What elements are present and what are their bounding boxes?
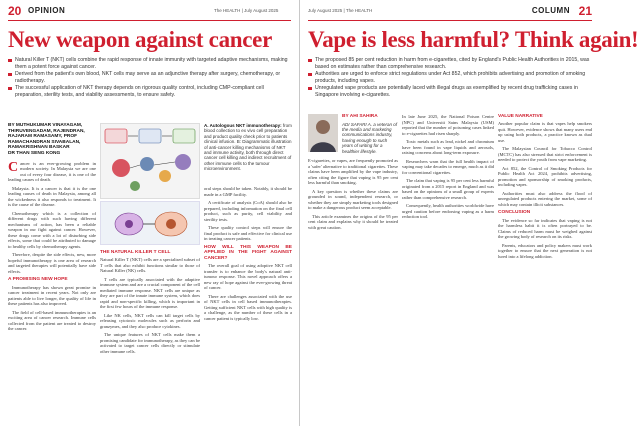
paragraph: Natural Killer T (NKT) cells are a specialised subset of T cells that also exhibit functions similar to those of Natural Killer (NK) cells. (100, 257, 200, 273)
paragraph: Like NK cells, NKT cells can kill target cells by releasing cytotoxic molecules such as perforin and granzymes, and they also produce cytokines. (100, 312, 200, 329)
author-photo (308, 114, 338, 152)
paragraph: Parents, educators and policy makers must work together to ensure that the next generation is not lured into a lifelong addiction. (498, 242, 592, 259)
masthead-date: July August 2025 | The HEALTH (308, 8, 373, 13)
left-column-1 (8, 123, 96, 423)
column-body (402, 114, 494, 220)
paragraph: Act 852, the Control of Smoking Products for Public Health Act 2024, prohibits advertising, promotion and sponsorship of smoking products, including vapes. (498, 165, 592, 187)
right-column-2 (402, 114, 494, 423)
author-bio: ADI SAFARI A. a veteran of the media and marketing communications industry, having enough to such years of writing for a healthier lifestyle. (342, 121, 398, 154)
byline (8, 123, 96, 157)
paragraph: The overall goal of using adoptive NKT cell transfer is to enhance the body's natural anti-tumour response. This novel approach offers a new ray of hope against the ever-growing threat of cancer. (204, 263, 292, 290)
section-label: OPINION (28, 6, 66, 15)
column-body (498, 121, 592, 259)
column-body (308, 158, 398, 230)
paragraph: The field of cell-based immunotherapies is an exciting area of cancer research. Immune cells collected from the patient are treated to destroy the cancer. (8, 309, 96, 332)
paragraph: E-cigarettes, or vapes, are frequently promoted as a 'safer' alternative to traditional cigarettes. These claims have been amplified by the vape industry, often citing the figure that vaping is 95 per cent less harmful than smoking. (308, 158, 398, 186)
paragraph: Malaysia. It is a cancer is that it is the one leading causes of death in Malaysia, among all the wickedness it also responds to treatment. It is the cause of the disease. (8, 185, 96, 208)
byline-line: RAMACHANDRAN SIVABALAN, (8, 139, 81, 145)
paragraph: The unique features of NKT cells make them a promising candidate for immunotherapy, as they can be activated to target cancer cells directly or stimulate other immune cells. (100, 332, 200, 354)
subhead: VALUE NARRATIVE (498, 114, 543, 119)
paragraph: Toxic metals such as lead, nickel and chromium have been found in vape liquids and aerosols, raising concerns about long-term exposure. (402, 139, 494, 155)
subhead: HOW WILL THIS WEAPON BE APPLIED IN THE FIGHT AGAINST CANCER? (204, 244, 292, 261)
byline-line: RAJARAM RAMASAMY, PROF (8, 134, 78, 140)
paragraph: Consequently, health authorities worldwide have urged caution before endorsing vaping as a harm reduction tool. (402, 203, 494, 219)
page-number: 21 (578, 4, 592, 18)
paragraph: These quality control steps will ensure the final product is safe and effective for clinical use in treating cancer patients. (204, 225, 292, 241)
section-label: COLUMN (531, 6, 570, 15)
caption-body: from blood collection to ex vivo cell preparation and product quality check prior to patients clinical infusion. B: Diagrammatic illustration of anti-cancer killing mechanisms of NKT and immune activity, both through direct cancer cell killing and indirect recruitment of other immune cells to the tumour microenvironment. (204, 123, 292, 172)
subhead: A PROMISING NEW HOPE (8, 277, 68, 283)
author-box (308, 114, 398, 154)
byline: BY AHI SAHIRA (342, 114, 378, 119)
key-point: Derived from the patient's own blood, NKT cells may serve as an adjunctive therapy after surgery, chemotherapy, or radiotherapy. (8, 71, 291, 84)
page-number: 20 (8, 4, 22, 18)
paragraph: Therefore, despite the side effects, new, more hopeful immunotherapy is one area of research and targeted therapies will potentially have side effects. (8, 252, 96, 274)
paragraph: A certificate of analysis (CoA) should also be prepared, including information on the final cell product, such as purity, cell viability and sterility tests. (204, 200, 292, 222)
right-column-3 (498, 114, 592, 423)
subhead: CONCLUSION (498, 210, 531, 215)
paragraph: Authorities must also address the flood of unregulated products entering the market, some of which may contain illicit substances. (498, 190, 592, 207)
article-headline: Vape is less harmful? Think again! (308, 27, 638, 52)
paragraph: A key question is whether these claims are grounded in sound, independent research, or whether they are simply marketing tools designed to make a dangerous product seem acceptable. (308, 188, 398, 211)
right-column-1 (308, 114, 398, 423)
key-point: Unregulated vape products are potentially laced with illegal drugs as exemplified by recent drug trafficking cases in Singapore involving e-cigarettes. (308, 85, 592, 98)
paragraph: Another popular claim is that vapes help smokers quit. However, evidence shows that many users end up using both products, a practice known as dual use. (498, 121, 592, 143)
paragraph: In late June 2025, the National Poison Centre (NPC) and Universiti Sains Malaysia (USM) reported that the number of poisoning cases linked to e-cigarettes had risen sharply. (402, 114, 494, 136)
left-column-2 (100, 247, 200, 423)
left-page (0, 0, 300, 426)
caption-title: A. Autologous NKT immunotherapy: (204, 123, 282, 128)
column-body (100, 257, 200, 354)
diagram-caption (204, 123, 292, 183)
cell-graphic (101, 202, 201, 246)
author-caption (342, 114, 398, 154)
article-body (8, 161, 96, 332)
masthead-date: The HEALTH | July August 2025 (214, 8, 279, 13)
intro-text: ancer is an ever-growing problem in modern society. In Malaysia we are one out of every four disease, it is one of the leading causes of death. (8, 160, 96, 183)
left-column-3 (204, 186, 292, 423)
paragraph: There are challenges associated with the use of NKT cells in cell based immunotherapies. Getting sufficient NKT cells with high quality is a challenge, as the number of these cells in a cancer patient is typically low. (204, 293, 292, 321)
intro-paragraph (8, 161, 96, 183)
paragraph: The evidence so far indicates that vaping is not the harmless habit it is often portrayed to be. Claims of reduced harm must be weighed against the growing body of research on its risks. (498, 217, 592, 239)
right-page (300, 0, 638, 426)
paragraph: The Malaysian Council for Tobacco Control (MCTC) has also stressed that strict enforcement is needed to protect the youth from vape marketing. (498, 146, 592, 162)
paragraph: Chemotherapy which is a collection of different drugs with such having different mechanisms of action, has been a reliable weapon in our fight against cancer. However, these drugs come with a lot of disturbing side effects, some that could be attributed to damage to healthy cells by chemotherapy agents. (8, 210, 96, 249)
column-body (204, 186, 292, 321)
right-folio-bar (308, 3, 592, 21)
byline-line: RAMAKRISHNAN BASKAR (8, 145, 70, 151)
key-point: Natural Killer T (NKT) cells combine the rapid response of innate immunity with targeted adaptive mechanisms, making them a potent force against cancer. (8, 57, 291, 70)
key-point: The successful application of NKT therapy depends on rigorous quality control, including CMP-compliant cell preparation, sterility tests, and viability assessments, to ensure safety. (8, 85, 291, 98)
paragraph: This article examines the origins of the 95 per cent claim and explains why it should be treated with great caution. (308, 213, 398, 230)
key-points-list (308, 57, 592, 99)
byline-line: THIRUVENGADAM, RAJENDRAN, (8, 128, 85, 134)
paragraph: Researchers warn that the full health impact of vaping may take decades to emerge, much as it did for conventional cigarettes. (402, 158, 494, 175)
key-point: The proposed 85 per cent reduction in harm from e-cigarettes, cited by England's Public Health Authorities in 2015, was based on estimates rather than comprehensive research. (308, 57, 592, 70)
paragraph: Immunotherapy has shown great promise in cancer treatment in recent years. Not only are patients able to live longer, the quality of life in these patients has also improved. (8, 284, 96, 307)
paragraph: The claim that vaping is 95 per cent less harmful originated from a 2015 report in England and was based on the opinions of a small group of experts rather than comprehensive research. (402, 178, 494, 200)
article-headline: New weapon against cancer (8, 27, 272, 52)
drop-cap: C (8, 159, 19, 175)
author-portrait-icon (308, 114, 338, 152)
paragraph: T cells are typically associated with the adaptive immune system and are a crucial component of the cell mediated immune response. NKT cells are unique as they are part of the innate immune system, which does rapid and non-specific killing, which is important in the first few hours of the immune response. (100, 276, 200, 309)
key-points-list (8, 57, 291, 99)
byline-line: BY MUTHUKUMAR VINAYAGAM, (8, 123, 83, 128)
diagram-graphic (101, 124, 201, 200)
nkt-therapy-diagram (100, 123, 200, 199)
key-point: Authorities are urged to enforce strict regulations under Act 852, which prohibits advertising and promotion of smoking products, including vapes. (308, 71, 592, 84)
subhead: THE NATURAL KILLER T CELL (100, 250, 171, 255)
byline-line: DR THAN SENG KONG (8, 150, 61, 156)
paragraph: oral steps should be taken. Notably, it should be made in a GMP facility. (204, 186, 292, 197)
nkt-cell-illustration (100, 201, 200, 245)
left-folio-bar (8, 3, 291, 21)
caption-text (204, 123, 292, 172)
